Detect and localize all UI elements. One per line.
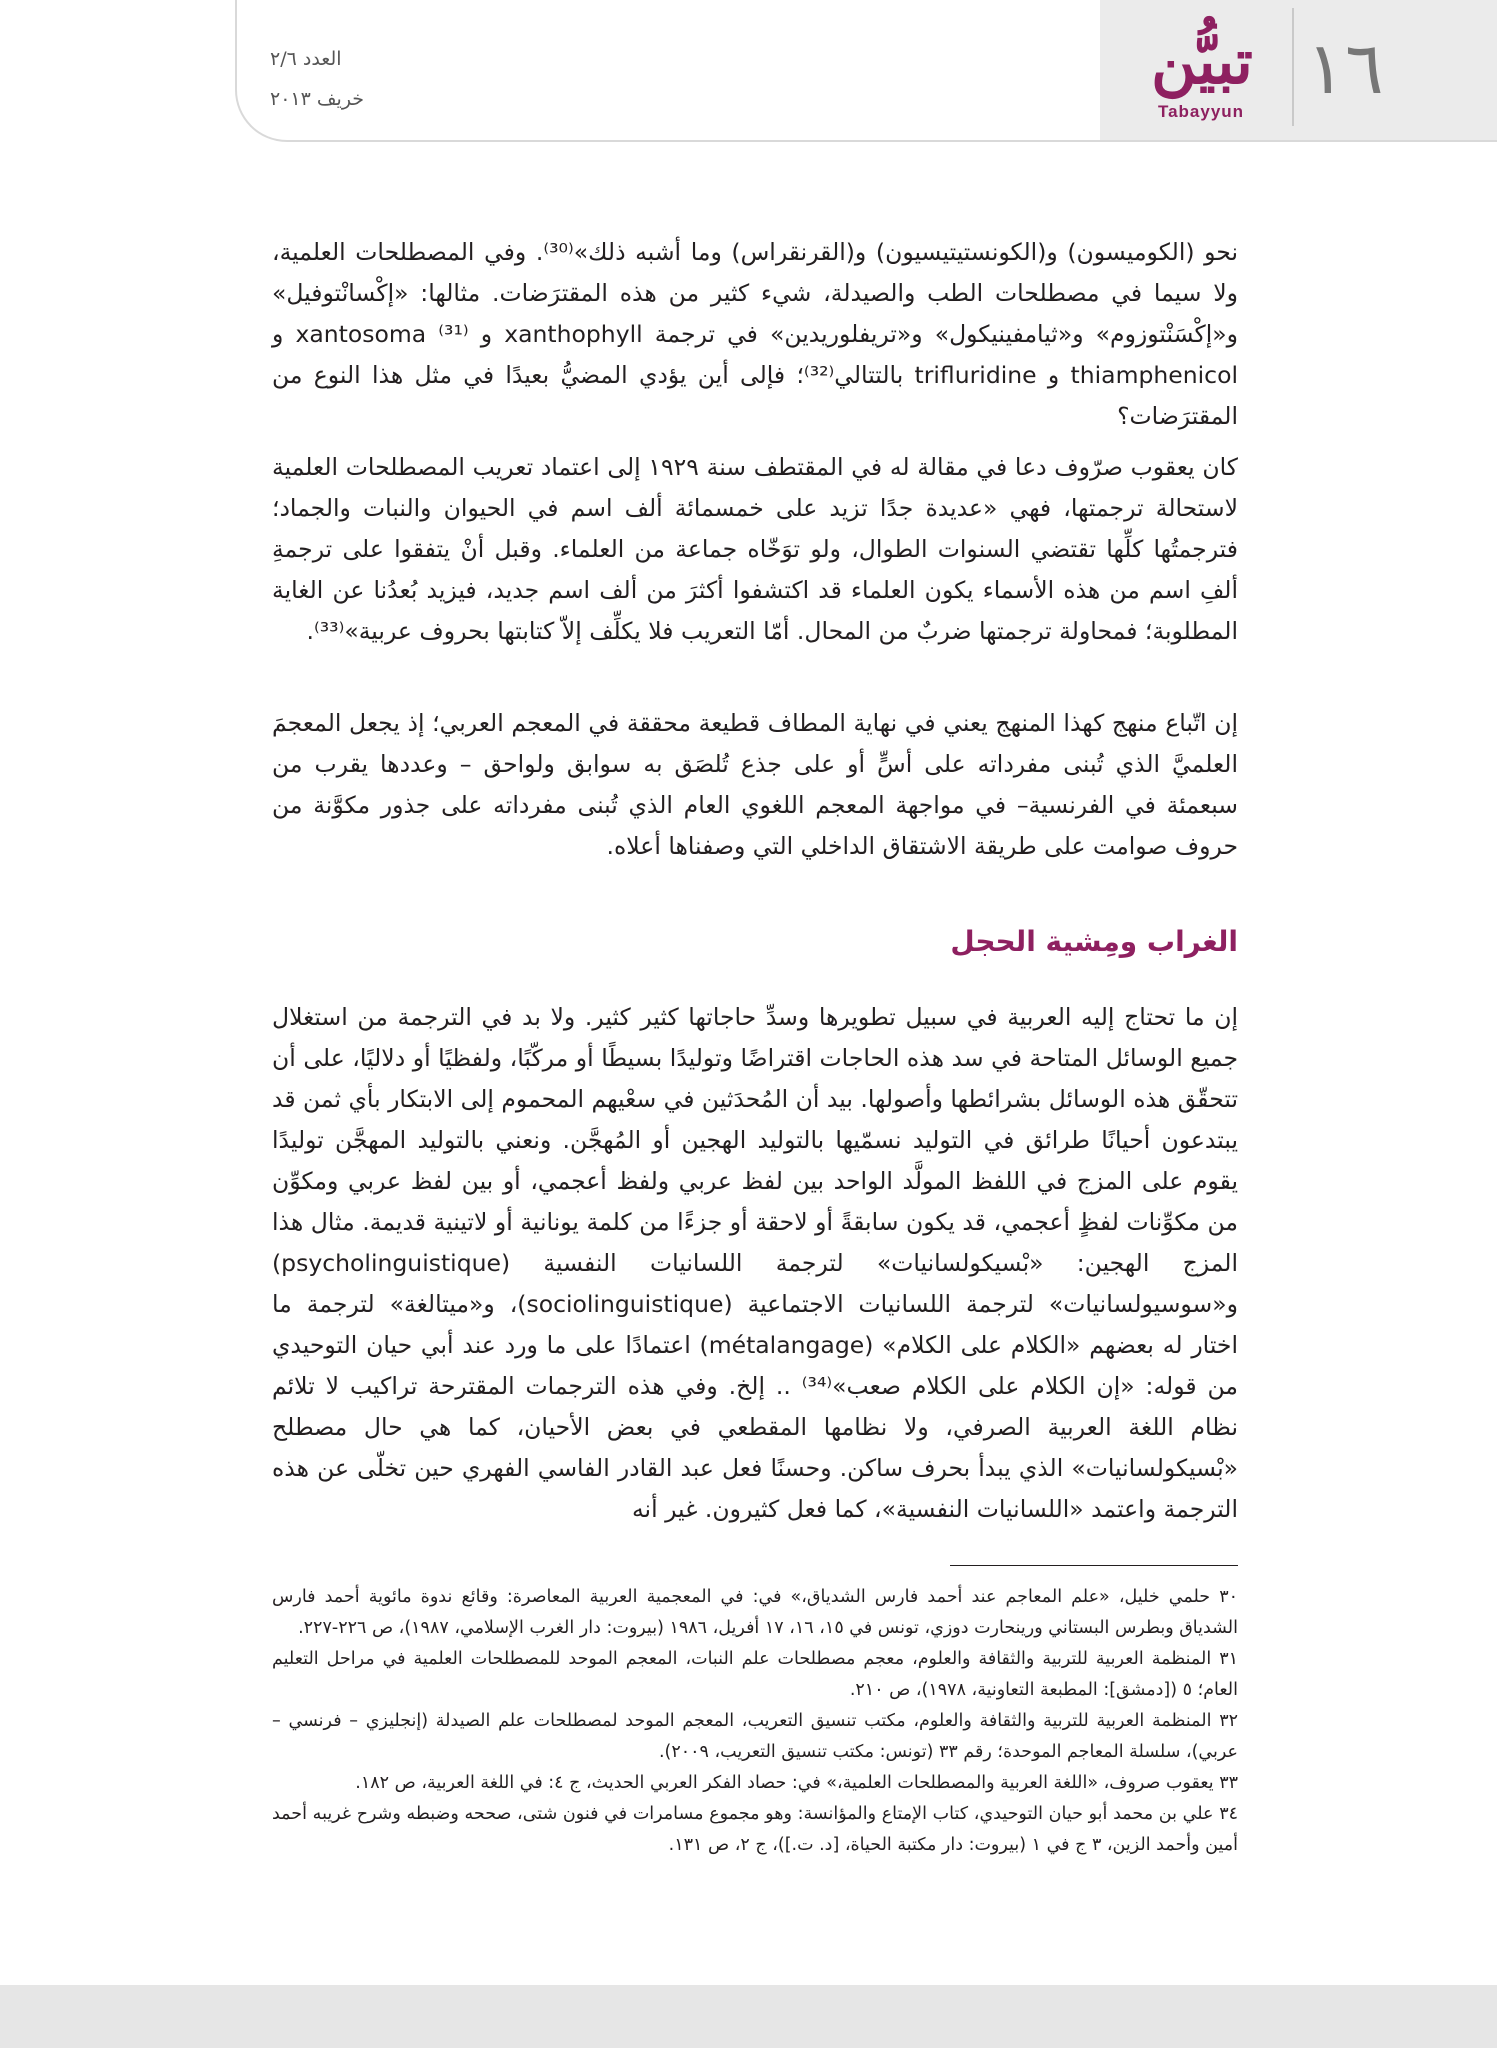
footnote-30: ٣٠ حلمي خليل، «علم المعاجم عند أحمد فارس الشدياق،» في: في المعجمية العربية المعاصرة: وقائع ندوة مائوية أحمد فارس الشدياق وبطرس البستاني ورينحارت دوزي، تونس في ١٥، ١٦، ١٧ أفريل، ١٩٨٦ (بيروت: دار الغرب الإسلامي، ١٩٨٧)، ص ٢٢٦-٢٢٧.	[272, 1587, 1238, 1638]
issue-number: العدد ٢/٦	[270, 48, 342, 70]
footnotes	[272, 1582, 1238, 1861]
footnote-33: ٣٣ يعقوب صروف، «اللغة العربية والمصطلحات العلمية،» في: حصاد الفكر العربي الحديث، ج ٤: في اللغة العربية، ص ١٨٢.	[355, 1773, 1238, 1793]
footnote-32: ٣٢ المنظمة العربية للتربية والثقافة والعلوم، مكتب تنسيق التعريب، المعجم الموحد لمصطلحات علم الصيدلة (إنجليزي – فرنسي – عربي)، سلسلة المعاجم الموحدة؛ رقم ٣٣ (تونس: مكتب تنسيق التعريب، ٢٠٠٩).	[272, 1711, 1238, 1762]
journal-logo-latin: Tabayyun	[1157, 102, 1245, 121]
paragraph-4: إن ما تحتاج إليه العربية في سبيل تطويرها وسدِّ حاجاتها كثير كثير. ولا بد في الترجمة من استغلال جميع الوسائل المتاحة في سد هذه الحاجات اقتراضًا وتوليدًا بسيطًا أو مركّبًا، ولفظيًا أو دلاليًا، على أن تتحقّق هذه الوسائل بشرائطها وأصولها. بيد أن المُحدَثين في سعْيهم المحموم إلى الابتكار بأي ثمن قد يبتدعون أحيانًا طرائق في التوليد نسمّيها بالتوليد الهجين أو المُهجَّن. ونعني بالتوليد المهجَّن توليدًا يقوم على المزج في اللفظ المولَّد الواحد بين لفظ عربي ولفظ أعجمي، أو بين لفظ عربي ومكوِّن من مكوِّنات لفظٍ أعجمي، قد يكون سابقةً أو لاحقة أو جزءًا من كلمة يونانية أو لاتينية قديمة. مثال هذا المزج الهجين: «بْسيكولسانيات» لترجمة اللسانيات النفسية (psycholinguistique) و«سوسيولسانيات» لترجمة اللسانيات الاجتماعية (sociolinguistique)، و«ميتالغة» لترجمة ما اختار له بعضهم «الكلام على الكلام» (métalangage) اعتمادًا على ما ورد عند أبي حيان التوحيدي من قوله: «إن الكلام على الكلام صعب»⁽³⁴⁾ .. إلخ. وفي هذه الترجمات المقترحة تراكيب لا تلائم نظام اللغة العربية الصرفي، ولا نظامها المقطعي في بعض الأحيان، كما هي حال مصطلح «بْسيكولسانيات» الذي يبدأ بحرف ساكن. وحسنًا فعل عبد القادر الفاسي الفهري حين تخلّى عن هذه الترجمة واعتمد «اللسانيات النفسية»، كما فعل كثيرون. غير أنه	[272, 1002, 1238, 1523]
paragraph-3: إن اتّباع منهج كهذا المنهج يعني في نهاية المطاف قطيعة محققة في المعجم العربي؛ إذ يجعل المعجمَ العلميَّ الذي تُبنى مفرداته على أسٍّ أو على جذع تُلصَق به سوابق ولواحق – وعددها يقرب من سبعمئة في الفرنسية– في مواجهة المعجم اللغوي العام الذي تُبنى مفرداته على جذور مكوَّنة من حروف صوامت على طريقة الاشتقاق الداخلي التي وصفناها أعلاه.	[272, 708, 1238, 860]
footnote-separator	[950, 1565, 1238, 1566]
journal-logo-arabic: تبيُّن	[1151, 25, 1253, 98]
page-number: ١٦	[1306, 26, 1384, 110]
header-divider	[1292, 8, 1294, 126]
footnote-31: ٣١ المنظمة العربية للتربية والثقافة والعلوم، معجم مصطلحات علم النبات، المعجم الموحد للمصطلحات العلمية في مراحل التعليم العام؛ ٥ ([دمشق]: المطبعة التعاونية، ١٩٧٨)، ص ٢١٠.	[272, 1649, 1238, 1700]
page-footer	[0, 1985, 1497, 2048]
section-heading: الغراب ومِشية الحجل	[950, 925, 1238, 959]
paragraph-1: نحو (الكوميسون) و(الكونستيتيسيون) و(القرنقراس) وما أشبه ذلك»⁽³⁰⁾. وفي المصطلحات العلمية، ولا سيما في مصطلحات الطب والصيدلة، شيء كثير من هذه المقترَضات. مثالها: «إكْسانْتوفيل» و«إكْسَنْتوزوم» و«ثيامفينيكول» و«تريفلوريدين» في ترجمة xanthophyll و xantosoma ⁽³¹⁾ و thiamphenicol و trifluridine بالتتالي⁽³²⁾؛ فإلى أين يؤدي المضيُّ بعيدًا في مثل هذا النوع من المقترَضات؟	[272, 237, 1238, 430]
issue-season: خريف ٢٠١٣	[270, 88, 365, 110]
footnote-34: ٣٤ علي بن محمد أبو حيان التوحيدي، كتاب الإمتاع والمؤانسة: وهو مجموع مسامرات في فنون شتى، صححه وضبطه وشرح غريبه أحمد أمين وأحمد الزين، ٣ ج في ١ (بيروت: دار مكتبة الحياة، [د. ت.])، ج ٢، ص ١٣١.	[272, 1804, 1238, 1855]
paragraph-2: كان يعقوب صرّوف دعا في مقالة له في المقتطف سنة ١٩٢٩ إلى اعتماد تعريب المصطلحات العلمية لاستحالة ترجمتها، فهي «عديدة جدًا تزيد على خمسمائة ألف اسم في الحيوان والنبات والجماد؛ فترجمتُها كلِّها تقتضي السنوات الطوال، ولو توَخّاه جماعة من العلماء. وقبل أنْ يتفقوا على ترجمةِ ألفِ اسم من هذه الأسماء يكون العلماء قد اكتشفوا أكثرَ من ألف اسم جديد، فيزيد بُعدُنا عن الغاية المطلوبة؛ فمحاولة ترجمتها ضربٌ من المحال. أمّا التعريب فلا يكلِّف إلاّ كتابتها بحروف عربية»⁽³³⁾.	[272, 452, 1238, 645]
